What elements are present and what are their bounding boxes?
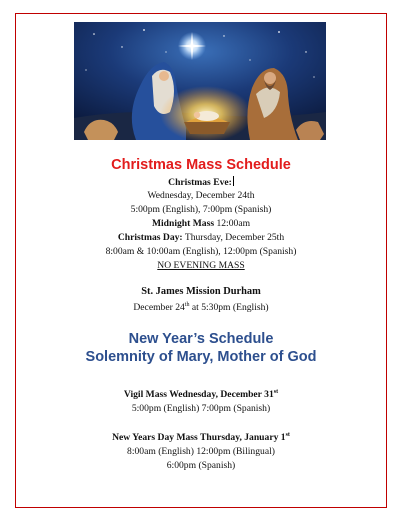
vigil-mass-heading bbox=[15, 389, 387, 401]
christmas-eve-label: Christmas Eve: bbox=[168, 177, 232, 188]
mission-date bbox=[15, 302, 387, 314]
new-year-schedule-title: New Year’s Schedule bbox=[128, 331, 274, 347]
mission-title: St. James Mission Durham bbox=[141, 286, 261, 297]
new-years-day-label: New Years Day Mass Thursday, January 1 bbox=[112, 432, 286, 443]
midnight-mass-line bbox=[15, 218, 387, 230]
no-evening-mass-note: NO EVENING MASS bbox=[157, 260, 245, 271]
mission-date-prefix: December 24 bbox=[133, 302, 185, 313]
christmas-eve-date: Wednesday, December 24th bbox=[147, 190, 255, 201]
mission-date-sup: th bbox=[184, 301, 190, 308]
christmas-day-line bbox=[15, 232, 387, 244]
christmas-eve-heading bbox=[15, 176, 387, 189]
new-year-subtitle: Solemnity of Mary, Mother of God bbox=[85, 349, 317, 365]
new-years-day-sup: st bbox=[285, 431, 290, 438]
new-years-day-times-2: 6:00pm (Spanish) bbox=[166, 460, 236, 471]
mission-date-suffix: at 5:30pm (English) bbox=[189, 302, 269, 313]
midnight-mass-label: Midnight Mass bbox=[151, 218, 215, 229]
christmas-eve-times: 5:00pm (English), 7:00pm (Spanish) bbox=[130, 204, 272, 215]
vigil-mass-times: 5:00pm (English) 7:00pm (Spanish) bbox=[131, 403, 271, 414]
vigil-mass-label: Vigil Mass Wednesday, December 31 bbox=[123, 389, 274, 400]
christmas-day-date: Thursday, December 25th bbox=[182, 232, 285, 243]
new-years-day-times-1: 8:00am (English) 12:00pm (Bilingual) bbox=[127, 446, 275, 457]
text-cursor bbox=[233, 176, 234, 186]
new-years-day-heading bbox=[15, 432, 387, 444]
christmas-day-times: 8:00am & 10:00am (English), 12:00pm (Spanish) bbox=[105, 246, 297, 257]
vigil-mass-sup: st bbox=[273, 388, 279, 395]
christmas-schedule-title: Christmas Mass Schedule bbox=[111, 157, 291, 173]
nativity-image bbox=[74, 22, 326, 140]
christmas-day-label: Christmas Day: bbox=[117, 232, 183, 243]
midnight-mass-time: 12:00am bbox=[214, 218, 251, 229]
